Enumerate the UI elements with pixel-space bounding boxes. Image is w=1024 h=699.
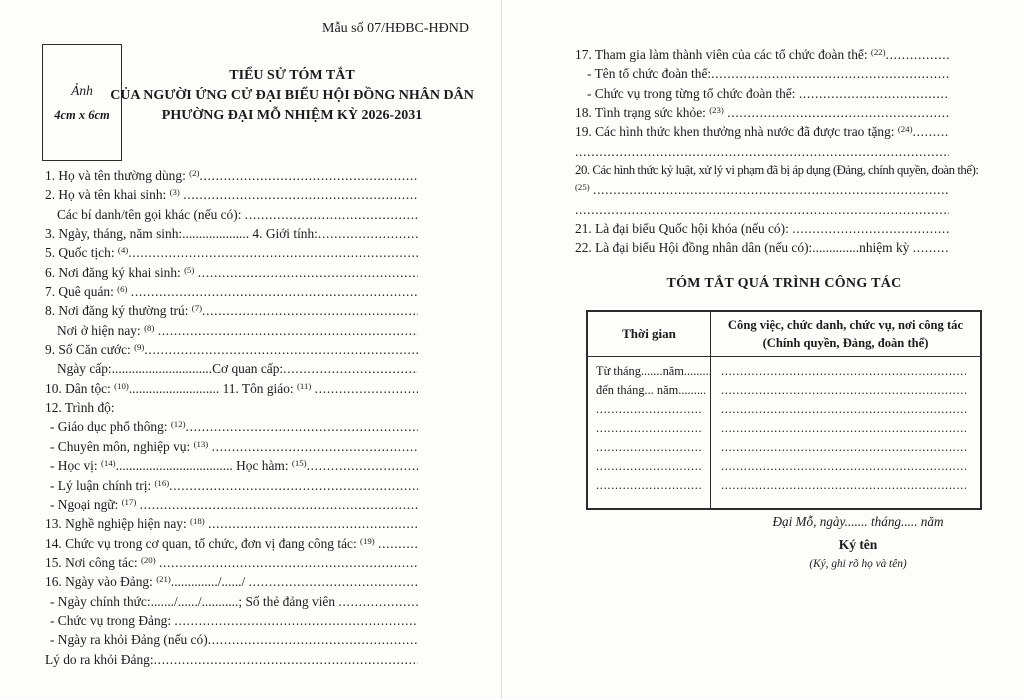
dotted-fill — [721, 478, 966, 493]
form-line — [45, 323, 418, 342]
table-time-cell-line: đến tháng... năm......... — [596, 383, 707, 397]
form-line — [575, 240, 949, 259]
title-line-3: PHƯỜNG ĐẠI MỖ NHIỆM KỲ 2026-2031 — [161, 108, 423, 123]
footnote-ref: (21) — [156, 574, 171, 585]
dotted-fill — [721, 421, 966, 436]
dotted-fill — [575, 144, 949, 160]
dotted-fill — [596, 459, 702, 474]
dotted-fill — [249, 574, 418, 590]
dotted-fill — [245, 207, 418, 223]
work-history-title: TÓM TẮT QUÁ TRÌNH CÔNG TÁC — [666, 276, 902, 291]
signature-note: (Ký, ghi rõ họ và tên) — [809, 558, 907, 570]
dotted-fill — [721, 440, 966, 455]
dotted-fill — [159, 555, 418, 571]
footnote-ref: (5) — [184, 264, 195, 275]
form-line — [45, 458, 418, 477]
footnote-ref: (16) — [154, 477, 170, 488]
form-line — [575, 105, 949, 124]
table-work-cell-line — [721, 402, 966, 421]
footnote-ref: (20) — [140, 554, 156, 565]
dotted-fill — [596, 440, 702, 455]
field-label: ............../....../ — [170, 574, 249, 590]
form-line — [45, 497, 418, 516]
signature-place-date: Đại Mỗ, ngày....... tháng..... năm — [772, 514, 944, 529]
footnote-ref: (17) — [121, 496, 137, 507]
dotted-fill — [307, 458, 418, 474]
form-line — [45, 555, 418, 574]
footnote-ref: (11) — [296, 380, 312, 391]
field-label: - Chuyên môn, nghiệp vụ: — [50, 438, 194, 454]
field-label: 3. Ngày, tháng, năm sinh: — [45, 226, 183, 242]
signature-label: Ký tên — [838, 537, 878, 552]
form-line — [575, 202, 949, 221]
dotted-fill — [199, 168, 418, 184]
table-header-work-line2: (Chính quyền, Đảng, đoàn thể) — [762, 336, 929, 350]
footnote-ref: (18) — [190, 516, 205, 527]
field-label: 12. Trình độ: — [45, 400, 115, 416]
dotted-fill — [212, 439, 418, 455]
field-label: - Ngày ra khỏi Đảng (nếu có) — [50, 632, 208, 648]
field-label: 18. Tình trạng sức khỏe: — [575, 105, 710, 121]
field-label: 15. Nơi công tác: — [45, 554, 141, 570]
title-line-2: CỦA NGƯỜI ỨNG CỬ ĐẠI BIỂU HỘI ĐỒNG NHÂN DÂN — [110, 88, 474, 103]
dotted-fill — [721, 383, 966, 398]
dotted-fill — [202, 303, 418, 319]
dotted-fill — [183, 187, 418, 203]
form-line — [45, 652, 418, 671]
field-label: Lý do ra khỏi Đảng: — [45, 651, 154, 667]
field-label: - Lý luận chính trị: — [50, 477, 155, 493]
field-label: 9. Số Căn cước: — [45, 342, 135, 358]
form-line — [45, 594, 418, 613]
field-label: 8. Nơi đăng ký thường trú: — [45, 303, 192, 319]
photo-label: Ảnh — [71, 82, 93, 98]
table-work-cell-line — [721, 364, 966, 383]
field-label: - Chức vụ trong từng tổ chức đoàn thể: — [587, 85, 799, 101]
dotted-fill — [208, 516, 418, 532]
form-line — [45, 574, 418, 593]
field-label: 6. Nơi đăng ký khai sinh: — [45, 264, 185, 280]
form-line — [45, 439, 418, 458]
page-divider — [501, 0, 502, 699]
dotted-fill — [208, 632, 418, 648]
footnote-ref: (6) — [117, 284, 128, 295]
field-label: Học hàm: — [232, 458, 292, 474]
footnote-ref: (4) — [117, 245, 129, 256]
field-label: 4. Giới tính: — [249, 226, 318, 242]
table-work-cell-line — [721, 459, 966, 478]
dotted-fill — [721, 402, 966, 417]
form-line — [575, 86, 949, 105]
signature-block — [726, 514, 990, 570]
table-time-cell-line — [596, 478, 702, 497]
table-work-cell-line — [721, 421, 966, 440]
field-label: 1. Họ và tên thường dùng: — [45, 168, 190, 183]
dotted-fill — [338, 594, 418, 610]
dotted-fill — [886, 47, 949, 63]
dotted-fill — [721, 459, 966, 474]
dotted-fill — [315, 381, 418, 397]
form-line — [45, 536, 418, 555]
dotted-fill — [154, 652, 418, 668]
field-label: 20. Các hình thức kỷ luật, xử lý vi phạm đã bị áp dụng (Đảng, chính quyền, đoàn thể): — [575, 163, 979, 178]
form-line — [575, 124, 949, 143]
dotted-fill — [186, 419, 418, 435]
footnote-ref: (12) — [170, 419, 186, 430]
field-label: - Giáo dục phổ thông: — [50, 419, 171, 435]
field-label: Các bí danh/tên gọi khác (nếu có): — [57, 206, 245, 222]
dotted-fill — [913, 240, 949, 256]
document-title — [110, 66, 474, 126]
field-label: - Ngoại ngữ: — [50, 496, 122, 512]
footnote-ref: (8) — [144, 322, 155, 333]
footnote-ref: (24) — [897, 124, 913, 135]
table-header-time: Thời gian — [588, 312, 711, 356]
table-header-work-line1: Công việc, chức danh, chức vụ, nơi công tác — [727, 318, 964, 332]
title-line-1: TIỂU SỬ TÓM TẮT — [229, 68, 355, 83]
form-line — [575, 221, 949, 240]
form-number: Mẫu số 07/HĐBC-HĐND — [322, 21, 469, 36]
dotted-fill — [283, 361, 418, 377]
table-time-cell-line: Từ tháng.......năm......... — [596, 364, 712, 378]
field-label: 11. Tôn giáo: — [219, 380, 297, 396]
form-line — [45, 245, 418, 264]
table-time-cell-line — [596, 440, 702, 459]
dotted-fill — [128, 245, 418, 261]
footnote-ref: (19) — [360, 535, 375, 546]
table-work-cell-line — [721, 440, 966, 459]
field-label: 13. Nghề nghiệp hiện nay: — [45, 516, 191, 532]
table-time-cell-line — [596, 421, 702, 440]
footnote-ref: (13) — [193, 438, 209, 449]
field-label: .............. — [812, 240, 860, 256]
table-work-cell-line — [721, 383, 966, 402]
field-label: Ngày cấp: — [57, 361, 112, 377]
dotted-fill — [131, 284, 418, 300]
dotted-fill — [792, 221, 949, 237]
footnote-ref: (2) — [189, 168, 200, 178]
form-line — [45, 516, 418, 535]
field-label: 10. Dân tộc: — [45, 380, 115, 396]
form-line — [45, 168, 418, 187]
field-label: 21. Là đại biểu Quốc hội khóa (nếu có): — [575, 221, 793, 237]
form-line — [45, 284, 418, 303]
dotted-fill — [596, 478, 702, 493]
dotted-fill — [169, 478, 418, 494]
footnote-ref: (9) — [134, 342, 145, 353]
form-line — [45, 303, 418, 322]
footnote-ref: (15) — [291, 458, 307, 469]
form-line — [45, 632, 418, 651]
form-line — [575, 144, 949, 163]
footnote-ref: (22) — [870, 47, 886, 57]
form-line — [45, 400, 418, 419]
field-label: 16. Ngày vào Đảng: — [45, 574, 157, 590]
dotted-fill — [711, 66, 949, 82]
form-line — [45, 381, 418, 400]
field-label: ................................... — [115, 458, 233, 474]
footnote-ref: (7) — [191, 303, 203, 314]
field-label: .............................. — [111, 361, 213, 377]
field-label: .................... — [182, 226, 250, 242]
form-line — [45, 342, 418, 361]
dotted-fill — [144, 342, 418, 358]
dotted-fill — [140, 497, 418, 513]
dotted-fill — [318, 226, 418, 242]
form-line — [45, 613, 418, 632]
form-line — [575, 163, 979, 182]
field-label: 2. Họ và tên khai sinh: — [45, 187, 170, 203]
field-label: - Chức vụ trong Đảng: — [50, 612, 175, 628]
field-label: ........................... — [128, 380, 220, 396]
dotted-fill — [721, 364, 966, 379]
table-column-time — [588, 357, 711, 508]
footnote-ref: (25) — [575, 182, 590, 193]
form-fields-page1 — [45, 168, 418, 671]
form-line — [45, 478, 418, 497]
field-label: - Tên tổ chức đoàn thể: — [587, 66, 712, 82]
dotted-fill — [913, 124, 949, 140]
dotted-fill — [198, 265, 418, 281]
table-time-cell-line — [596, 402, 702, 421]
form-line — [45, 226, 418, 245]
table-header-work — [711, 312, 980, 356]
work-history-table — [586, 310, 982, 510]
form-line — [45, 419, 418, 438]
form-line — [45, 187, 418, 206]
dotted-fill — [158, 323, 418, 339]
dotted-fill — [596, 402, 702, 417]
footnote-ref: (14) — [100, 458, 116, 469]
field-label: 5. Quốc tịch: — [45, 245, 118, 261]
form-line — [575, 47, 949, 66]
field-label: 7. Quê quán: — [45, 284, 118, 300]
form-line — [45, 265, 418, 284]
dotted-fill — [596, 421, 702, 436]
footnote-ref: (3) — [169, 187, 180, 198]
table-column-work — [711, 357, 980, 508]
dotted-fill — [174, 613, 418, 629]
field-label: 22. Là đại biểu Hội đồng nhân dân (nếu có): — [575, 240, 813, 256]
field-label: 19. Các hình thức khen thưởng nhà nước đã được trao tặng: — [575, 124, 898, 140]
table-time-cell-line — [596, 459, 702, 478]
form-line — [575, 66, 949, 85]
form-line — [45, 207, 418, 226]
table-work-cell-line — [721, 478, 966, 497]
footnote-ref: (10) — [114, 380, 129, 391]
dotted-fill — [575, 202, 949, 218]
table-body — [588, 357, 980, 508]
field-label: Nơi ở hiện nay: — [57, 322, 145, 338]
dotted-fill — [378, 536, 418, 552]
field-label: nhiệm kỳ — [859, 240, 913, 256]
field-label: 14. Chức vụ trong cơ quan, tổ chức, đơn vị đang công tác: — [45, 535, 361, 551]
field-label: - Ngày chính thức:......./....../...........; Số thẻ đảng viên — [50, 593, 339, 609]
form-line — [45, 361, 418, 380]
footnote-ref: (23) — [709, 105, 724, 116]
dotted-fill — [799, 86, 949, 102]
dotted-fill — [727, 105, 949, 121]
table-header-row — [588, 312, 980, 357]
field-label: Cơ quan cấp: — [212, 361, 284, 377]
field-label: - Học vị: — [50, 458, 101, 474]
form-fields-page2 — [575, 47, 979, 260]
dotted-fill — [593, 182, 949, 198]
form-line — [575, 182, 949, 201]
photo-size-label: 4cm x 6cm — [54, 107, 110, 122]
field-label: 17. Tham gia làm thành viên của các tổ chức đoàn thể: — [575, 47, 871, 62]
